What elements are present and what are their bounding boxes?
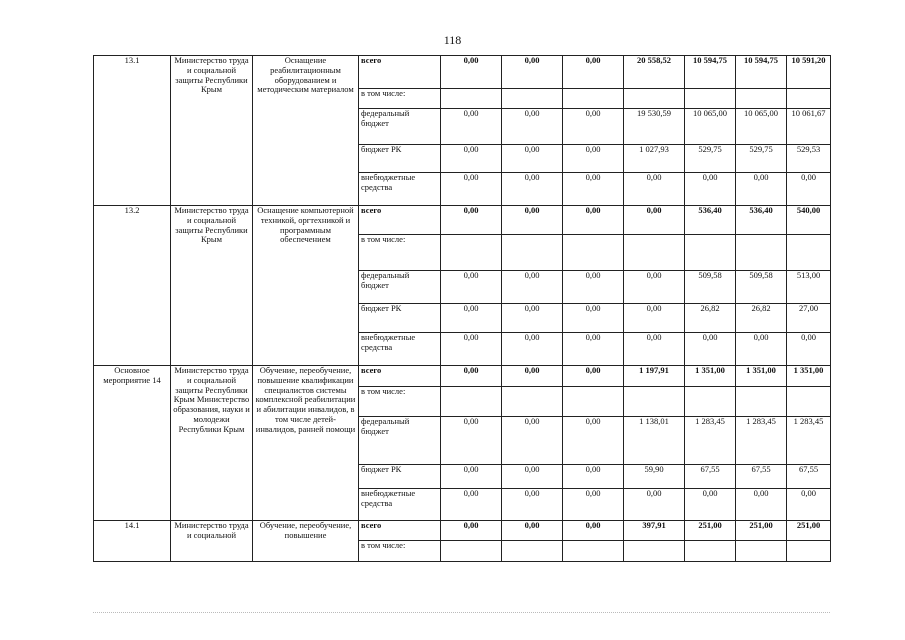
amount-cell: 0,00 (563, 271, 624, 304)
funding-source: бюджет РК (359, 304, 441, 333)
amount-cell (441, 89, 502, 109)
amount-cell: 0,00 (441, 145, 502, 173)
amount-cell: 1 351,00 (736, 366, 787, 387)
amount-cell: 1 283,45 (787, 417, 831, 465)
amount-cell: 0,00 (563, 366, 624, 387)
amount-cell: 0,00 (563, 56, 624, 89)
amount-cell (685, 387, 736, 417)
amount-cell (736, 235, 787, 271)
amount-cell: 529,75 (685, 145, 736, 173)
amount-cell: 1 283,45 (736, 417, 787, 465)
amount-cell: 0,00 (563, 145, 624, 173)
table-row (94, 366, 831, 387)
table-row (94, 521, 831, 541)
funding-source: федеральный бюджет (359, 417, 441, 465)
amount-cell: 26,82 (736, 304, 787, 333)
funding-source: внебюджетные средства (359, 489, 441, 521)
amount-cell: 0,00 (563, 489, 624, 521)
amount-cell (624, 235, 685, 271)
responsible-org: Министерство труда и социальной защиты Республики Крым (171, 206, 253, 366)
amount-cell: 0,00 (685, 333, 736, 366)
amount-cell: 536,40 (736, 206, 787, 235)
table-row (94, 206, 831, 235)
amount-cell: 10 065,00 (736, 109, 787, 145)
amount-cell: 0,00 (441, 56, 502, 89)
table-row (94, 56, 831, 89)
amount-cell: 0,00 (441, 465, 502, 489)
amount-cell: 67,55 (787, 465, 831, 489)
amount-cell: 0,00 (502, 271, 563, 304)
amount-cell: 0,00 (563, 521, 624, 541)
amount-cell (502, 235, 563, 271)
amount-cell: 0,00 (441, 206, 502, 235)
amount-cell: 0,00 (563, 333, 624, 366)
measure-name: Оснащение реабилитационным оборудованием и методическим материалом (253, 56, 359, 206)
amount-cell: 0,00 (563, 417, 624, 465)
amount-cell: 10 061,67 (787, 109, 831, 145)
amount-cell: 0,00 (624, 333, 685, 366)
amount-cell (736, 541, 787, 562)
amount-cell: 0,00 (502, 109, 563, 145)
amount-cell: 513,00 (787, 271, 831, 304)
amount-cell (787, 387, 831, 417)
amount-cell: 0,00 (624, 304, 685, 333)
amount-cell (736, 387, 787, 417)
amount-cell: 0,00 (563, 109, 624, 145)
amount-cell: 10 594,75 (736, 56, 787, 89)
amount-cell: 1 351,00 (787, 366, 831, 387)
funding-source: в том числе: (359, 541, 441, 562)
amount-cell (563, 541, 624, 562)
amount-cell: 10 065,00 (685, 109, 736, 145)
amount-cell: 0,00 (685, 173, 736, 206)
amount-cell: 0,00 (563, 206, 624, 235)
amount-cell (736, 89, 787, 109)
amount-cell (685, 89, 736, 109)
amount-cell: 1 351,00 (685, 366, 736, 387)
amount-cell (563, 235, 624, 271)
amount-cell (787, 89, 831, 109)
amount-cell: 0,00 (502, 206, 563, 235)
amount-cell: 509,58 (685, 271, 736, 304)
amount-cell (441, 387, 502, 417)
amount-cell: 0,00 (441, 173, 502, 206)
funding-source: бюджет РК (359, 145, 441, 173)
amount-cell: 0,00 (502, 417, 563, 465)
amount-cell: 509,58 (736, 271, 787, 304)
amount-cell: 0,00 (441, 489, 502, 521)
amount-cell: 1 027,93 (624, 145, 685, 173)
amount-cell: 0,00 (502, 465, 563, 489)
funding-source: федеральный бюджет (359, 109, 441, 145)
amount-cell: 67,55 (685, 465, 736, 489)
funding-source: бюджет РК (359, 465, 441, 489)
funding-source: внебюджетные средства (359, 333, 441, 366)
amount-cell (441, 235, 502, 271)
amount-cell: 0,00 (502, 489, 563, 521)
amount-cell: 0,00 (441, 417, 502, 465)
amount-cell: 0,00 (685, 489, 736, 521)
amount-cell: 59,90 (624, 465, 685, 489)
amount-cell: 0,00 (736, 333, 787, 366)
amount-cell (502, 541, 563, 562)
amount-cell: 0,00 (502, 521, 563, 541)
amount-cell: 27,00 (787, 304, 831, 333)
funding-source: в том числе: (359, 235, 441, 271)
amount-cell: 0,00 (624, 271, 685, 304)
amount-cell: 0,00 (441, 304, 502, 333)
amount-cell (502, 387, 563, 417)
funding-source: всего (359, 206, 441, 235)
amount-cell: 0,00 (502, 56, 563, 89)
row-number: Основное мероприятие 14 (94, 366, 171, 521)
amount-cell: 0,00 (787, 489, 831, 521)
amount-cell: 529,75 (736, 145, 787, 173)
amount-cell (787, 235, 831, 271)
amount-cell: 0,00 (441, 333, 502, 366)
amount-cell: 0,00 (441, 366, 502, 387)
amount-cell: 1 197,91 (624, 366, 685, 387)
amount-cell: 0,00 (441, 109, 502, 145)
amount-cell: 397,91 (624, 521, 685, 541)
bottom-dotted-rule (93, 612, 830, 614)
amount-cell: 0,00 (736, 173, 787, 206)
amount-cell: 0,00 (624, 173, 685, 206)
amount-cell: 67,55 (736, 465, 787, 489)
amount-cell: 0,00 (563, 173, 624, 206)
funding-source: всего (359, 366, 441, 387)
amount-cell: 1 138,01 (624, 417, 685, 465)
amount-cell: 529,53 (787, 145, 831, 173)
measure-name: Обучение, переобучение, повышение (253, 521, 359, 562)
amount-cell: 540,00 (787, 206, 831, 235)
funding-table (93, 55, 831, 562)
amount-cell: 0,00 (502, 173, 563, 206)
page-number: 118 (443, 33, 462, 47)
amount-cell (685, 235, 736, 271)
amount-cell: 10 591,20 (787, 56, 831, 89)
amount-cell: 0,00 (441, 521, 502, 541)
amount-cell: 0,00 (624, 489, 685, 521)
amount-cell: 10 594,75 (685, 56, 736, 89)
amount-cell: 0,00 (441, 271, 502, 304)
amount-cell (685, 541, 736, 562)
funding-source: внебюджетные средства (359, 173, 441, 206)
amount-cell: 536,40 (685, 206, 736, 235)
amount-cell (502, 89, 563, 109)
amount-cell: 251,00 (736, 521, 787, 541)
responsible-org: Министерство труда и социальной защиты Республики Крым Министерство образования, науки и молодежи Республики Крым (171, 366, 253, 521)
amount-cell (624, 89, 685, 109)
amount-cell: 0,00 (502, 366, 563, 387)
amount-cell (787, 541, 831, 562)
measure-name: Обучение, переобучение, повышение квалификации специалистов системы комплексной реабилитации и абилитации инвалидов, в том числе детей-инвалидов, ранней помощи (253, 366, 359, 521)
amount-cell (624, 387, 685, 417)
amount-cell: 0,00 (563, 304, 624, 333)
amount-cell: 0,00 (502, 145, 563, 173)
amount-cell: 0,00 (787, 333, 831, 366)
funding-source: всего (359, 56, 441, 89)
row-number: 13.1 (94, 56, 171, 206)
funding-source: всего (359, 521, 441, 541)
measure-name: Оснащение компьютерной техникой, оргтехникой и программным обеспечением (253, 206, 359, 366)
row-number: 14.1 (94, 521, 171, 562)
amount-cell: 1 283,45 (685, 417, 736, 465)
amount-cell: 0,00 (502, 333, 563, 366)
amount-cell: 19 530,59 (624, 109, 685, 145)
amount-cell: 251,00 (787, 521, 831, 541)
amount-cell (563, 387, 624, 417)
amount-cell: 0,00 (787, 173, 831, 206)
amount-cell (563, 89, 624, 109)
amount-cell: 0,00 (624, 206, 685, 235)
funding-source: в том числе: (359, 387, 441, 417)
responsible-org: Министерство труда и социальной защиты Республики Крым (171, 56, 253, 206)
amount-cell (441, 541, 502, 562)
amount-cell (624, 541, 685, 562)
row-number: 13.2 (94, 206, 171, 366)
amount-cell: 20 558,52 (624, 56, 685, 89)
amount-cell: 0,00 (563, 465, 624, 489)
amount-cell: 26,82 (685, 304, 736, 333)
funding-source: в том числе: (359, 89, 441, 109)
responsible-org: Министерство труда и социальной (171, 521, 253, 562)
amount-cell: 0,00 (736, 489, 787, 521)
amount-cell: 251,00 (685, 521, 736, 541)
funding-source: федеральный бюджет (359, 271, 441, 304)
amount-cell: 0,00 (502, 304, 563, 333)
